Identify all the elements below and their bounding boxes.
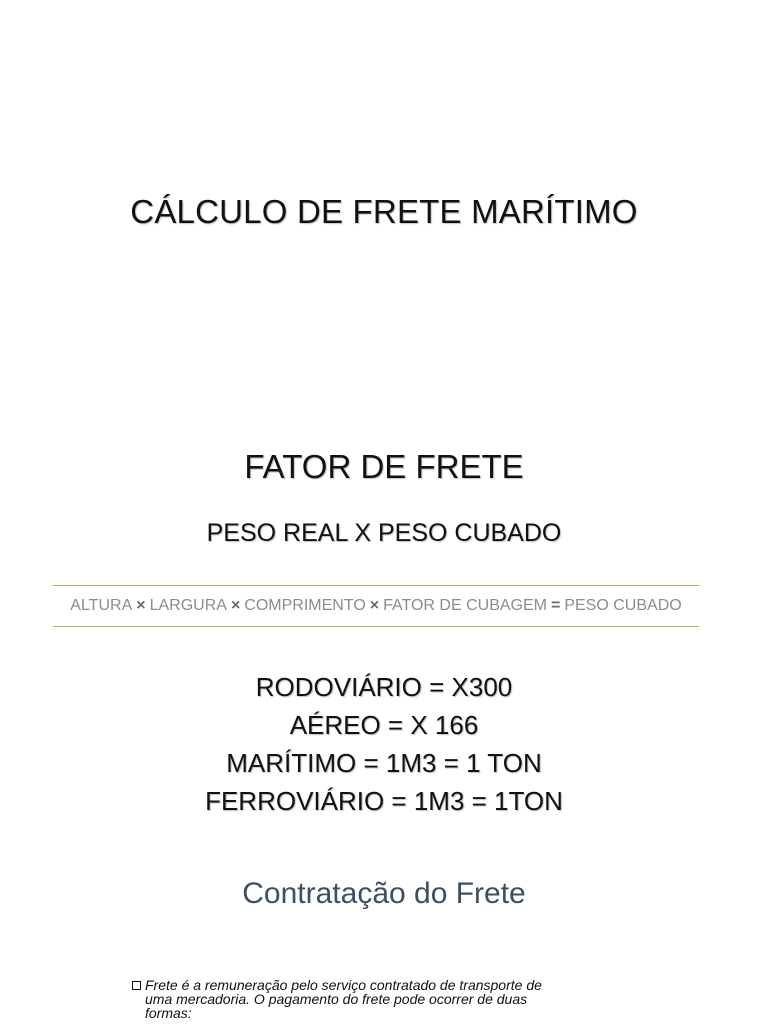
checkbox-bullet-icon bbox=[132, 981, 141, 990]
bullet-text bbox=[132, 977, 638, 1020]
bullet-line: uma mercadoria. O pagamento do frete pode ocorrer de duas bbox=[145, 991, 528, 1007]
formula-term-comprimento: COMPRIMENTO bbox=[244, 597, 366, 614]
mode-ferroviario: FERROVIÁRIO = 1M3 = 1TON bbox=[205, 786, 563, 816]
bullet-line: Frete é a remuneração pelo serviço contratado de transporte de bbox=[145, 977, 542, 993]
section-title: FATOR DE FRETE bbox=[244, 448, 524, 485]
formula-term-fator-de-cubagem: FATOR DE CUBAGEM bbox=[383, 597, 547, 614]
mode-rodoviario: RODOVIÁRIO = X300 bbox=[255, 672, 513, 702]
formula-term-peso-cubado: PESO CUBADO bbox=[564, 597, 682, 614]
mode-maritimo: MARÍTIMO = 1M3 = 1 TON bbox=[226, 748, 542, 778]
formula-operator-equals: = bbox=[550, 597, 561, 614]
page-title: CÁLCULO DE FRETE MARÍTIMO bbox=[130, 193, 638, 230]
formula-banner bbox=[53, 585, 699, 627]
contract-heading: Contratação do Frete bbox=[242, 877, 526, 910]
mode-aereo: AÉREO = X 166 bbox=[289, 710, 479, 740]
bullet-line: formas: bbox=[145, 1005, 192, 1021]
transport-modes-list bbox=[0, 668, 768, 820]
formula-term-altura: ALTURA bbox=[70, 597, 133, 614]
section-subtitle: PESO REAL X PESO CUBADO bbox=[206, 519, 562, 547]
formula-operator-multiply: × bbox=[369, 597, 380, 614]
bullet-paragraph bbox=[132, 978, 638, 1020]
formula-operator-multiply: × bbox=[230, 597, 241, 614]
formula-term-largura: LARGURA bbox=[149, 597, 227, 614]
formula-operator-multiply: × bbox=[136, 597, 146, 614]
